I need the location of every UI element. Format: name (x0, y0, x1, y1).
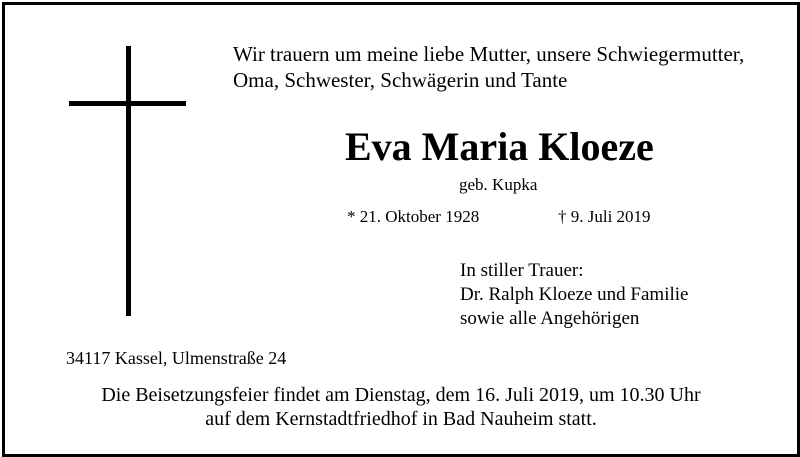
obituary-notice (2, 2, 800, 457)
deceased-name: Eva Maria Kloeze (345, 124, 654, 169)
birth-date: * 21. Oktober 1928 (347, 207, 480, 226)
cross-horizontal-bar (69, 101, 186, 106)
mourners-line: Dr. Ralph Kloeze und Familie (460, 284, 689, 305)
address: 34117 Kassel, Ulmenstraße 24 (66, 348, 287, 368)
birth-name: geb. Kupka (459, 175, 538, 194)
mourners-block (460, 259, 688, 331)
funeral-line: Die Beisetzungsfeier findet am Dienstag, dem 16. Juli 2019, um 10.30 Uhr (101, 384, 701, 406)
cross-vertical-bar (126, 46, 131, 316)
intro-line: Wir trauern um meine liebe Mutter, unsere Schwiegermutter, (233, 42, 745, 66)
intro-text (233, 41, 744, 93)
funeral-line: auf dem Kernstadtfriedhof in Bad Nauheim statt. (205, 408, 597, 430)
mourners-line: sowie alle Angehörigen (460, 308, 640, 329)
death-date: † 9. Juli 2019 (558, 207, 651, 226)
funeral-info (5, 383, 797, 431)
mourners-line: In stiller Trauer: (460, 260, 584, 281)
intro-line: Oma, Schwester, Schwägerin und Tante (233, 68, 568, 92)
